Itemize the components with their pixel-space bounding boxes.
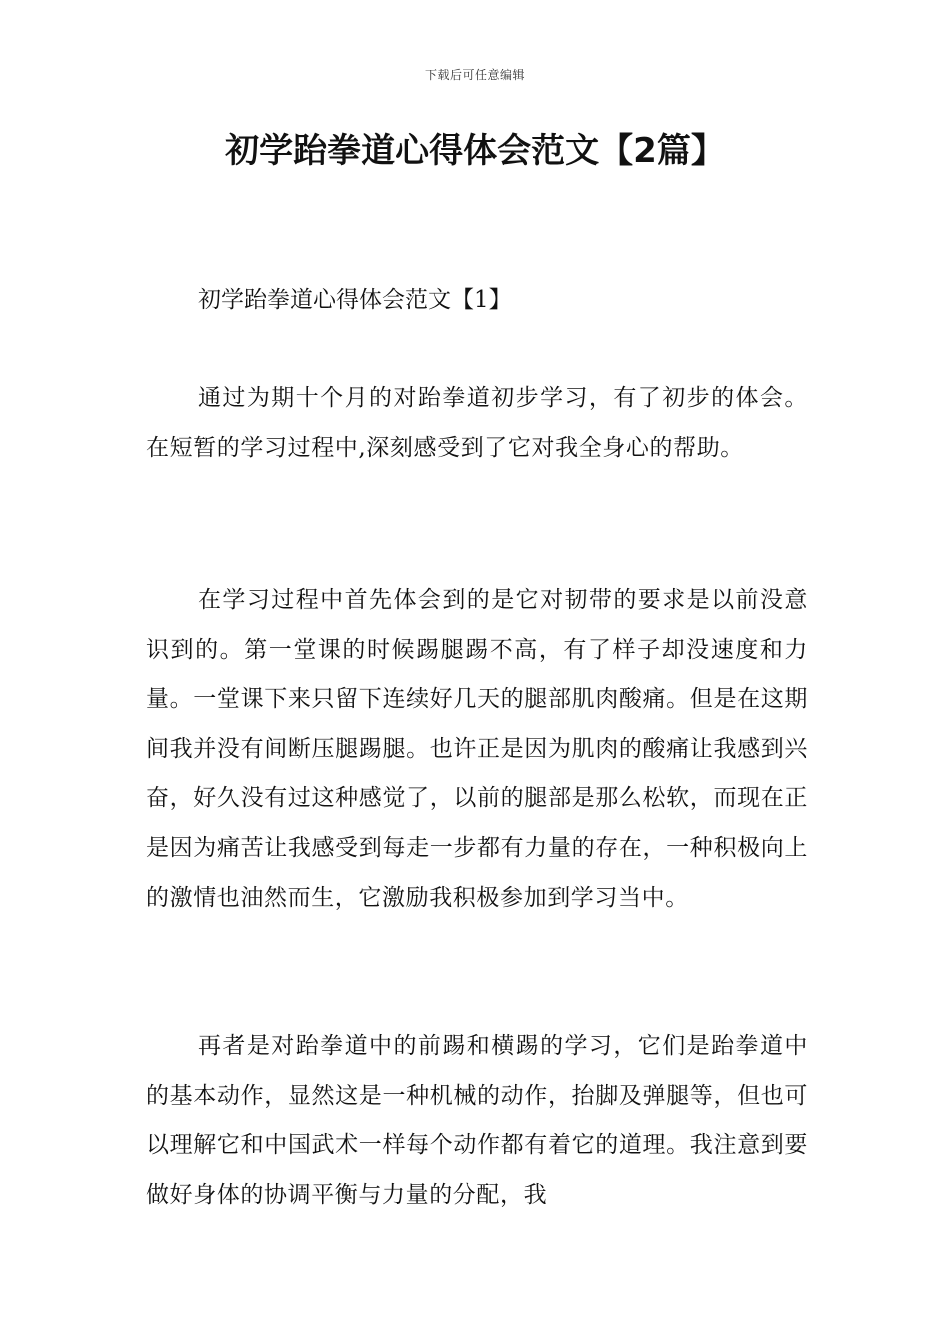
header-note: 下载后可任意编辑 (424, 68, 525, 82)
document-title: 初学跆拳道心得体会范文【2篇】 (225, 131, 725, 171)
section-heading: 初学跆拳道心得体会范文【1】 (198, 287, 512, 313)
paragraph-2: 在学习过程中首先体会到的是它对韧带的要求是以前没意识到的。第一堂课的时候踢腿踢不高，有了样子却没速度和力量。一堂课下来只留下连续好几天的腿部肌肉酸痛。但是在这期间我并没有间断压腿踢腿。也许正是因为肌肉的酸痛让我感到兴奋，好久没有过这种感觉了，以前的腿部是那么松软，而现在正是因为痛苦让我感受到每走一步都有力量的存在，一种积极向上的激情也油然而生，它激励我积极参加到学习当中。 (146, 587, 808, 911)
paragraph-3: 再者是对跆拳道中的前踢和横踢的学习，它们是跆拳道中的基本动作，显然这是一种机械的动作，抬脚及弹腿等，但也可以理解它和中国武术一样每个动作都有着它的道理。我注意到要做好身体的协调平衡与力量的分配，我 (146, 1033, 808, 1208)
paragraph-1: 通过为期十个月的对跆拳道初步学习，有了初步的体会。在短暂的学习过程中,深刻感受到了它对我全身心的帮助。 (146, 385, 808, 461)
